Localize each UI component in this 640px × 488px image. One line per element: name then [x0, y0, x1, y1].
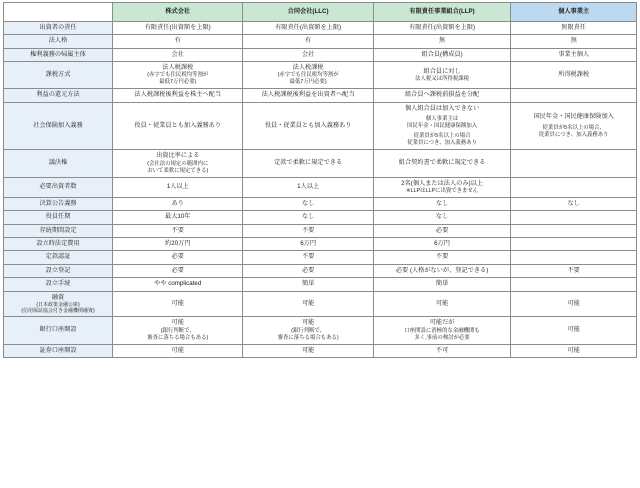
table-row — [4, 102, 637, 149]
table-cell: 不要 — [511, 264, 637, 277]
table-cell — [511, 238, 637, 251]
table-cell: 有限責任(出資額を上限) — [243, 22, 373, 35]
row-label: 融資 (日本政策金融公庫) (信用保証協会付き金融機関融資) — [4, 291, 113, 317]
table-cell: 組合契約書で柔軟に規定できる — [373, 150, 511, 177]
table-row — [4, 177, 637, 197]
table-cell: 無限責任 — [511, 22, 637, 35]
table-cell: 可能 — [243, 291, 373, 317]
row-label: 設立登記 — [4, 264, 113, 277]
row-label: 定款認証 — [4, 251, 113, 264]
table-cell: 2名(個人または法人のみ)以上 ※LLPはLLPに出資できません — [373, 177, 511, 197]
table-cell: 法人税課税後利益を出資者へ配当 — [243, 89, 373, 102]
table-row — [4, 62, 637, 89]
table-cell: 約20万円 — [113, 238, 243, 251]
table-row — [4, 238, 637, 251]
table-cell: 不要 — [243, 251, 373, 264]
table-cell — [511, 251, 637, 264]
table-cell: 無 — [373, 35, 511, 48]
table-cell: 可能 — [373, 291, 511, 317]
table-cell: 個人組合員は加入できない 個人事業主は 国民年金・国民健康保険加入 従業員が5名以上の場合 従業員につき、加入義務あり — [373, 102, 511, 149]
entity-comparison-table — [3, 2, 637, 358]
table-row — [4, 278, 637, 291]
row-label: 社会保険加入義務 — [4, 102, 113, 149]
row-label: 法人格 — [4, 35, 113, 48]
table-cell — [511, 211, 637, 224]
table-cell: 法人税課税 (赤字でも住民税均等割が 最低7万円必要) — [113, 62, 243, 89]
row-label: 議決権 — [4, 150, 113, 177]
table-cell: 役員・従業員とも加入義務あり — [113, 102, 243, 149]
table-cell: 国民年金・国民健康保険加入 従業員が5名以上の場合、 従業員につき、加入義務あり — [511, 102, 637, 149]
row-label: 銀行口座開設 — [4, 317, 113, 344]
table-cell: なし — [373, 211, 511, 224]
table-cell: 組合員に対し 法人税又は所得税課税 — [373, 62, 511, 89]
table-cell: 必要 — [113, 251, 243, 264]
table-cell: 必要 — [113, 264, 243, 277]
table-cell: 簡単 — [373, 278, 511, 291]
table-cell: 定款で柔軟に規定できる — [243, 150, 373, 177]
table-row — [4, 264, 637, 277]
table-body — [4, 22, 637, 358]
table-cell — [511, 89, 637, 102]
table-cell: 不要 — [113, 224, 243, 237]
row-label: 出資者の責任 — [4, 22, 113, 35]
table-cell: 可能だが 口座開設に消極的な金融機関も 多く,事前の検討が必要 — [373, 317, 511, 344]
table-row — [4, 211, 637, 224]
table-cell: 事業主個人 — [511, 48, 637, 61]
table-cell: なし — [243, 211, 373, 224]
table-cell: 出資比率による (会社法の規定の範囲内に おいて柔軟に規定できる) — [113, 150, 243, 177]
table-cell: 組合員へ課税前損益を分配 — [373, 89, 511, 102]
table-row — [4, 344, 637, 357]
header-cell-kabushiki: 株式会社 — [113, 3, 243, 22]
table-cell: 可能 — [113, 344, 243, 357]
header-row — [4, 3, 637, 22]
table-cell: 不要 — [243, 224, 373, 237]
table-cell — [511, 224, 637, 237]
table-row — [4, 35, 637, 48]
header-cell-llp: 有限責任事業組合(LLP) — [373, 3, 511, 22]
table-cell: 所得税課税 — [511, 62, 637, 89]
table-header — [4, 3, 637, 22]
row-label: 存続期間設定 — [4, 224, 113, 237]
header-cell-godo: 合同会社(LLC) — [243, 3, 373, 22]
row-label: 設立手続 — [4, 278, 113, 291]
table-cell: やや complicated — [113, 278, 243, 291]
table-cell: 無 — [511, 35, 637, 48]
table-cell: あり — [113, 198, 243, 211]
table-cell — [511, 177, 637, 197]
table-row — [4, 89, 637, 102]
row-label: 役員任期 — [4, 211, 113, 224]
table-row — [4, 317, 637, 344]
table-cell: 可能 — [511, 344, 637, 357]
table-cell: 1人以上 — [243, 177, 373, 197]
table-cell: 役員・従業員とも加入義務あり — [243, 102, 373, 149]
row-label: 権利義務の帰属主体 — [4, 48, 113, 61]
table-cell: 6万円 — [373, 238, 511, 251]
table-row — [4, 224, 637, 237]
table-cell: 必要 — [373, 224, 511, 237]
table-cell: 不可 — [373, 344, 511, 357]
table-row — [4, 198, 637, 211]
table-cell: 可能 — [511, 317, 637, 344]
table-row — [4, 48, 637, 61]
table-cell: 有 — [113, 35, 243, 48]
table-cell: なし — [243, 198, 373, 211]
table-cell: 可能 (銀行判断で、 審査に落ちる場合もある) — [243, 317, 373, 344]
table-cell — [511, 150, 637, 177]
table-cell: 可能 (銀行判断で、 審査に落ちる場合もある) — [113, 317, 243, 344]
row-label: 利益の還元方法 — [4, 89, 113, 102]
table-cell: 簡単 — [243, 278, 373, 291]
table-cell: 有 — [243, 35, 373, 48]
table-cell: 組合員(構成員) — [373, 48, 511, 61]
table-cell: 会社 — [243, 48, 373, 61]
table-cell: 最大10年 — [113, 211, 243, 224]
table-row — [4, 251, 637, 264]
table-cell: 可能 — [113, 291, 243, 317]
row-label: 証券口座開設 — [4, 344, 113, 357]
table-row — [4, 150, 637, 177]
table-cell: 可能 — [511, 291, 637, 317]
row-label: 決算公告義務 — [4, 198, 113, 211]
row-label: 必要出資者数 — [4, 177, 113, 197]
table-cell: 有限責任(出資額を上限) — [373, 22, 511, 35]
header-cell-blank — [4, 3, 113, 22]
header-cell-kojin: 個人事業主 — [511, 3, 637, 22]
table-cell: 法人税課税後利益を株主へ配当 — [113, 89, 243, 102]
table-cell: 6万円 — [243, 238, 373, 251]
table-cell: 必要 — [243, 264, 373, 277]
table-cell: 必要 (人格がないが、登記できる) — [373, 264, 511, 277]
table-cell: 有限責任(出資額を上限) — [113, 22, 243, 35]
table-cell: 法人税課税 (赤字でも住民税均等割が 最低7万円必要) — [243, 62, 373, 89]
row-label: 設立時法定費用 — [4, 238, 113, 251]
row-label: 課税方式 — [4, 62, 113, 89]
table-cell: 可能 — [243, 344, 373, 357]
table-cell: 1人以上 — [113, 177, 243, 197]
table-cell: 会社 — [113, 48, 243, 61]
table-cell: なし — [511, 198, 637, 211]
table-row — [4, 22, 637, 35]
table-row — [4, 291, 637, 317]
table-cell: 不要 — [373, 251, 511, 264]
table-cell: なし — [373, 198, 511, 211]
table-cell — [511, 278, 637, 291]
